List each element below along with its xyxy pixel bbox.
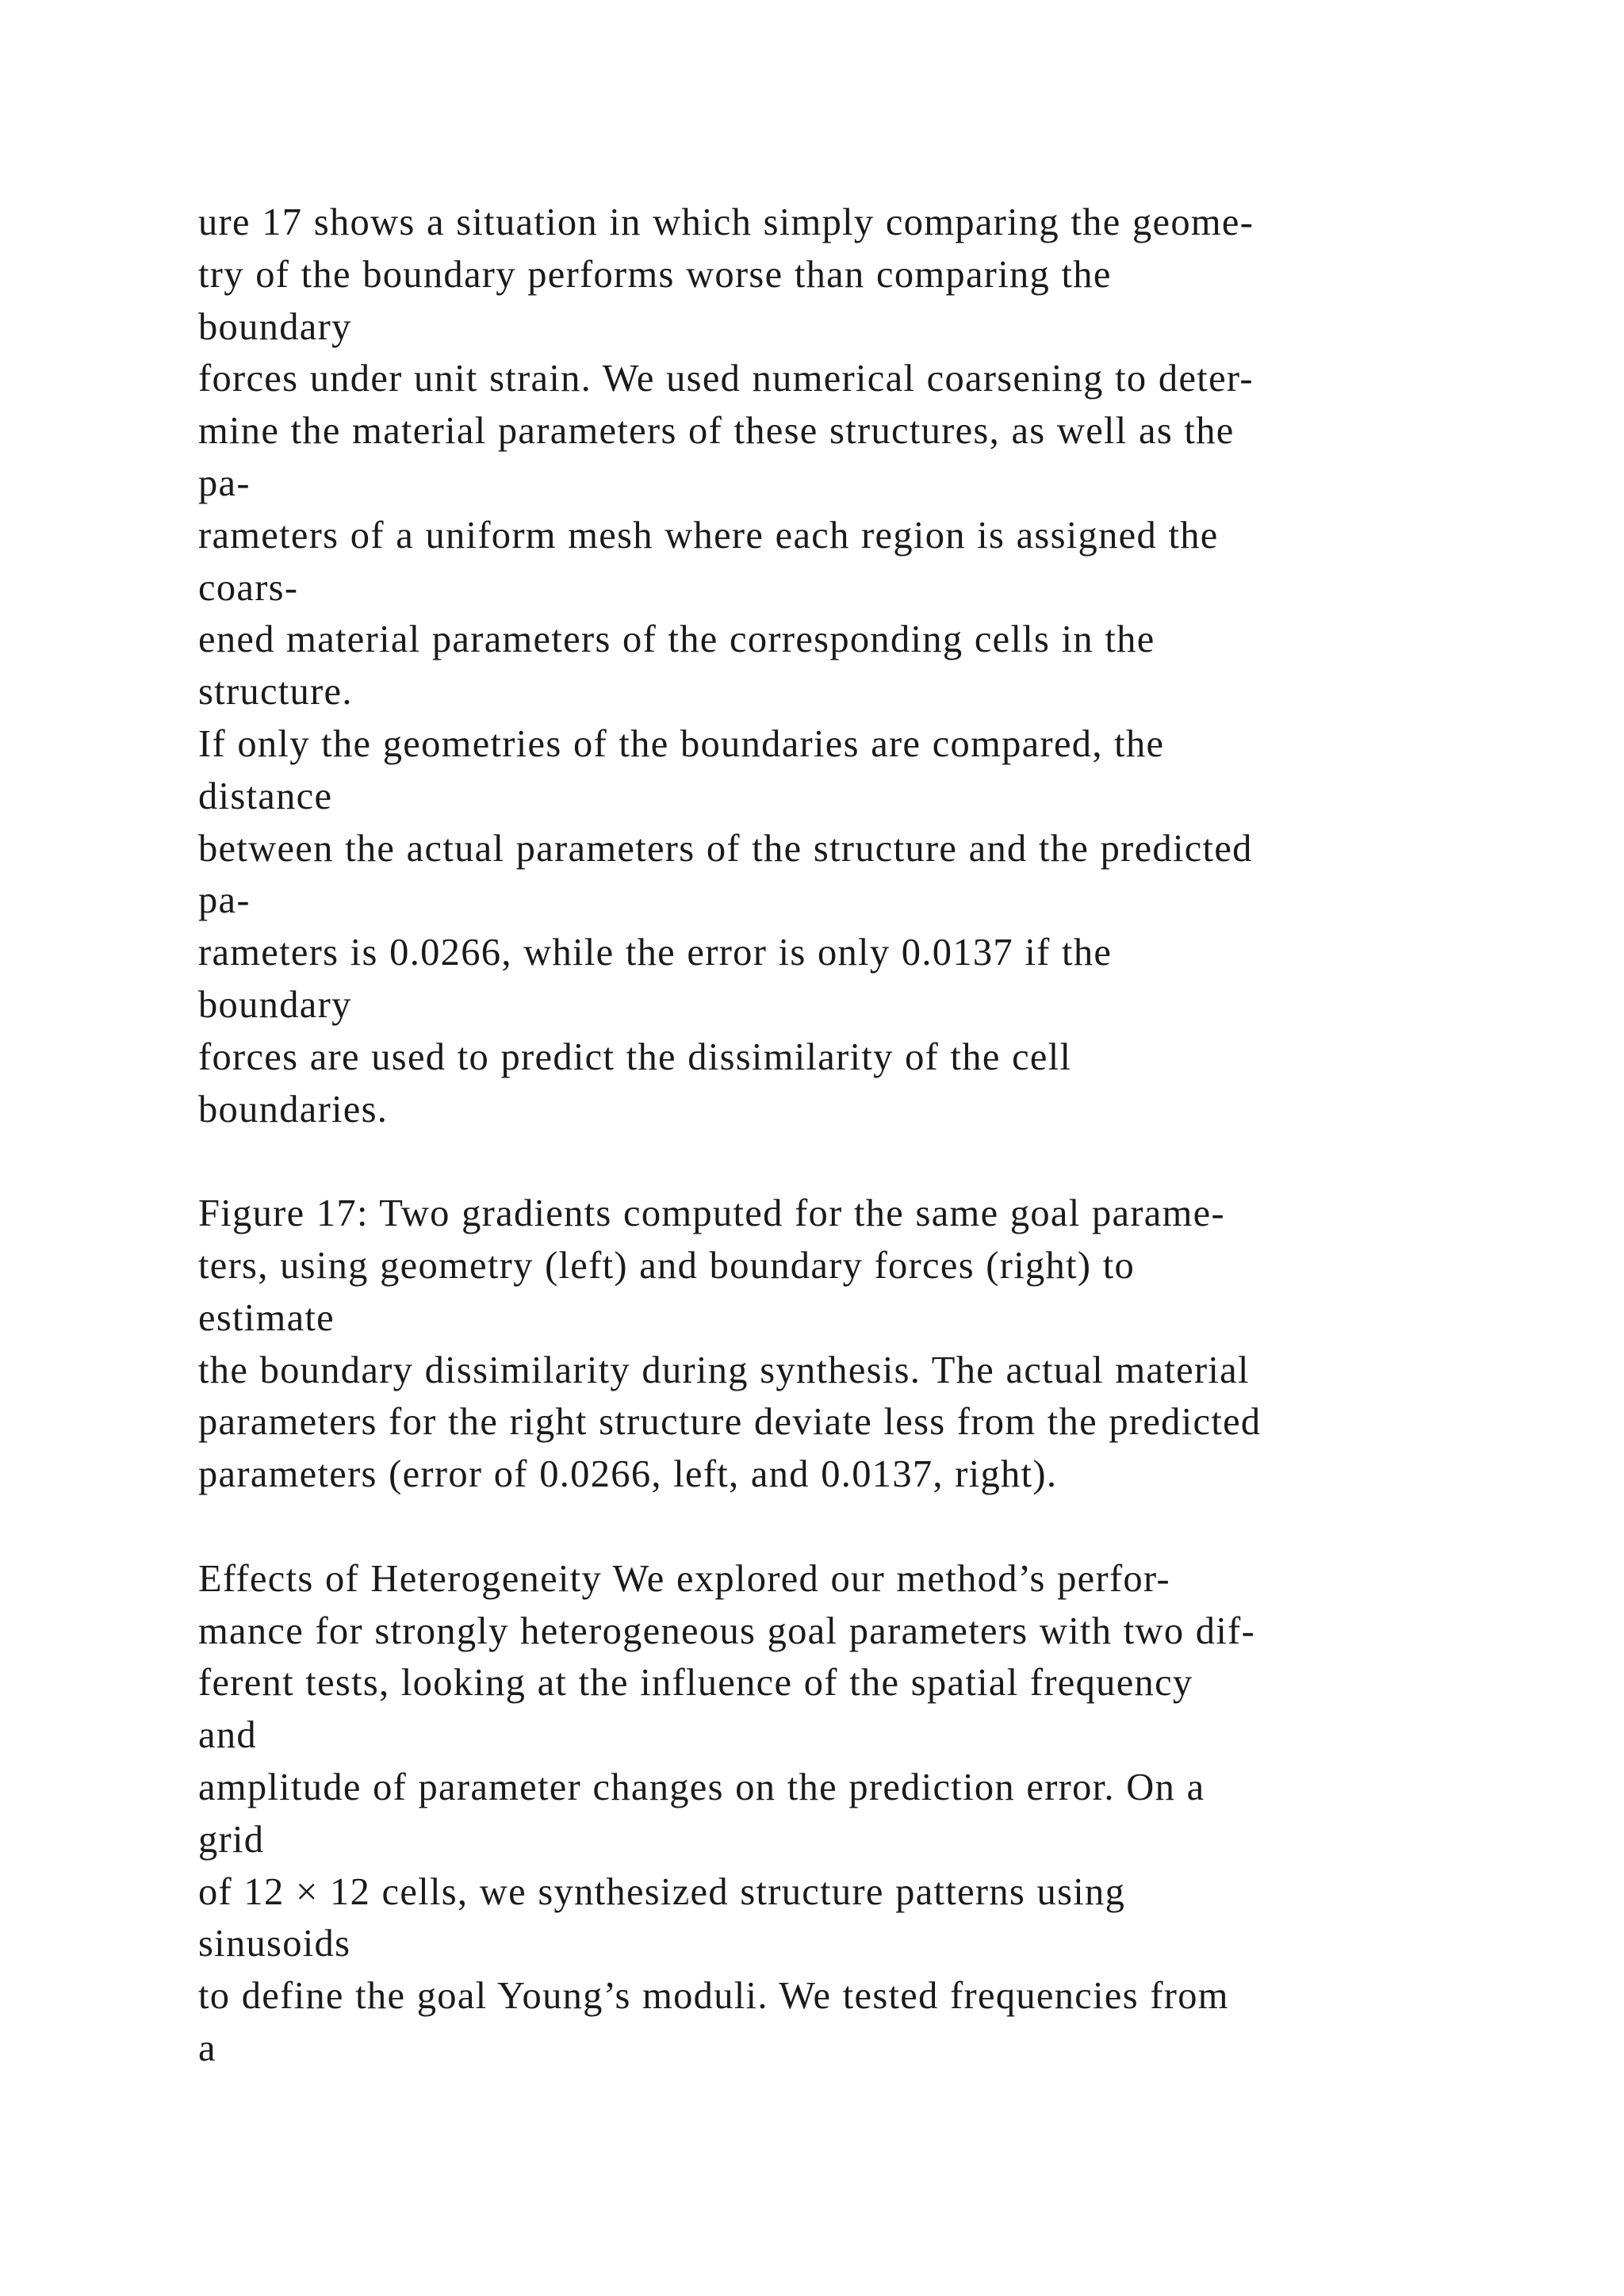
text-line: pa- <box>198 879 251 922</box>
text-line: sinusoids <box>198 1923 351 1965</box>
text-line: grid <box>198 1818 265 1861</box>
text-line: try of the boundary performs worse than comparing the <box>198 253 1112 296</box>
text-line: ure 17 shows a situation in which simply comparing the geome- <box>198 201 1254 243</box>
text-line: distance <box>198 775 333 817</box>
text-line: mine the material parameters of these structures, as well as the <box>198 410 1235 453</box>
figure-caption-line: parameters (error of 0.0266, left, and 0.0137, right). <box>198 1453 1058 1496</box>
paragraph-break <box>198 1501 1507 1553</box>
figure-caption-line: the boundary dissimilarity during synthesis. The actual material <box>198 1349 1250 1391</box>
text-line: between the actual parameters of the structure and the predicted <box>198 827 1253 870</box>
text-line: ened material parameters of the corresponding cells in the <box>198 618 1155 661</box>
text-line: boundaries. <box>198 1088 389 1131</box>
text-line: a <box>198 2026 216 2069</box>
text-line: structure. <box>198 671 353 714</box>
text-line: forces under unit strain. We used numerical coarsening to deter- <box>198 358 1254 400</box>
text-line: rameters is 0.0266, while the error is only 0.0137 if the <box>198 932 1113 974</box>
figure-caption-line: parameters for the right structure deviate less from the predicted <box>198 1401 1262 1444</box>
text-line: If only the geometries of the boundaries are compared, the <box>198 722 1165 765</box>
figure-caption-line: estimate <box>198 1296 335 1339</box>
text-line: ferent tests, looking at the influence of the spatial frequency <box>198 1662 1193 1705</box>
text-line: of 12 × 12 cells, we synthesized structure patterns using <box>198 1870 1126 1913</box>
paragraph-break <box>198 1135 1507 1188</box>
text-line: Effects of Heterogeneity We explored our method’s perfor- <box>198 1557 1170 1600</box>
figure-caption-line: Figure 17: Two gradients computed for the same goal parame- <box>198 1192 1225 1235</box>
text-line: boundary <box>198 983 352 1026</box>
figure-caption-line: ters, using geometry (left) and boundary forces (right) to <box>198 1244 1136 1287</box>
body-text <box>198 197 1507 2075</box>
text-line: pa- <box>198 461 251 504</box>
text-line: forces are used to predict the dissimilarity of the cell <box>198 1035 1072 1078</box>
text-line: and <box>198 1714 257 1757</box>
text-line: mance for strongly heterogeneous goal parameters with two dif- <box>198 1609 1256 1652</box>
text-line: boundary <box>198 305 352 348</box>
text-line: coars- <box>198 566 299 609</box>
text-line: amplitude of parameter changes on the prediction error. On a <box>198 1766 1205 1808</box>
text-line: to define the goal Young’s moduli. We tested frequencies from <box>198 1975 1229 2018</box>
text-line: rameters of a uniform mesh where each region is assigned the <box>198 514 1219 557</box>
